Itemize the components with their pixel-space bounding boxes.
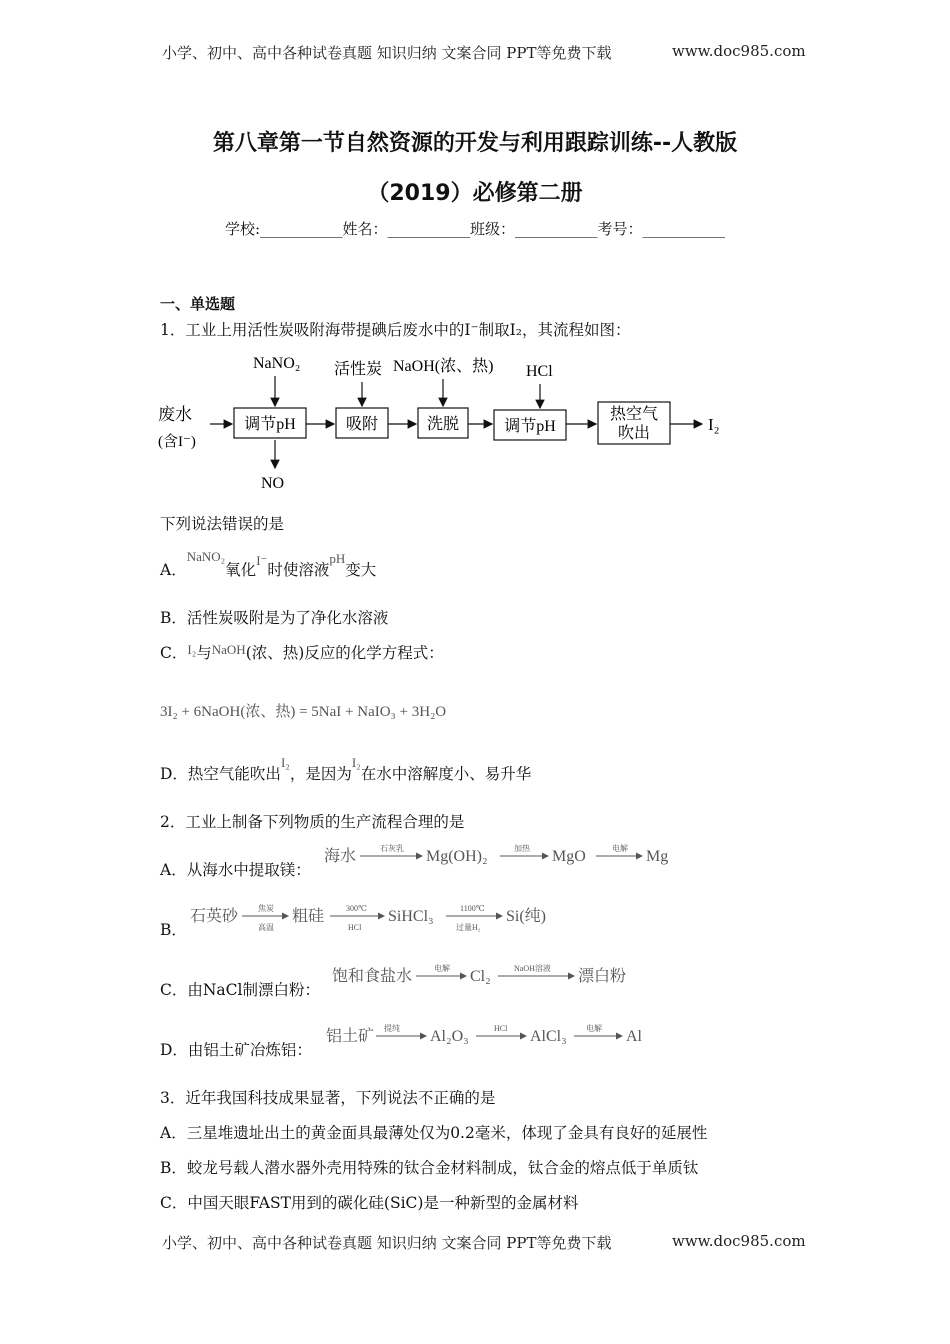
- svg-text:AlCl₃: AlCl₃: [530, 1028, 567, 1045]
- q2-stem: 2．工业上制备下列物质的生产流程合理的是: [160, 813, 465, 831]
- q1-equation: 3I₂ + 6NaOH(浓、热) = 5NaI + NaIO₃ + 3H₂O: [160, 704, 447, 720]
- q3-option-b[interactable]: B．蛟龙号载人潜水器外壳用特殊的钛合金材料制成，钛合金的熔点低于单质钛: [160, 1159, 699, 1177]
- svg-text:石英砂: 石英砂: [190, 908, 239, 925]
- flow-reagent-naoh: NaOH(浓、热): [393, 358, 494, 375]
- footer-url[interactable]: www.doc985.com: [672, 1232, 806, 1250]
- flow-reagent-carbon: 活性炭: [334, 361, 383, 378]
- svg-text:300℃: 300℃: [346, 904, 367, 913]
- svg-text:海水: 海水: [324, 848, 357, 865]
- svg-text:调节pH: 调节pH: [504, 418, 556, 435]
- q3-stem: 3．近年我国科技成果显著，下列说法不正确的是: [160, 1089, 496, 1107]
- svg-text:电解: 电解: [586, 1024, 602, 1033]
- svg-text:Al: Al: [626, 1028, 642, 1045]
- flow-input-label: 废水: [158, 405, 192, 424]
- svg-text:电解: 电解: [434, 964, 450, 973]
- svg-text:加热: 加热: [514, 844, 530, 853]
- svg-text:HCl: HCl: [348, 923, 362, 932]
- header-url[interactable]: www.doc985.com: [672, 42, 806, 60]
- svg-text:焦炭: 焦炭: [258, 904, 274, 913]
- q1-option-c[interactable]: C．$^{I_2}$与$^{NaOH}$(浓、热)反应的化学方程式：: [160, 642, 444, 662]
- q3-option-c[interactable]: C．中国天眼FAST用到的碳化硅(SiC)是一种新型的金属材料: [160, 1194, 579, 1212]
- flow-input-note: (含I⁻): [158, 434, 196, 450]
- q1-prompt: 下列说法错误的是: [160, 515, 285, 533]
- q2-option-a-chain: [322, 840, 682, 874]
- q2-option-a-label[interactable]: A．从海水中提取镁：: [160, 861, 311, 879]
- q1-stem: 1．工业上用活性炭吸附海带提碘后废水中的I⁻制取I₂，其流程如图：: [160, 321, 631, 339]
- student-info-line: 学校:___________姓名：___________班级：___________考号：___________: [224, 220, 726, 238]
- svg-text:SiHCl₃: SiHCl₃: [388, 908, 434, 925]
- svg-text:过量H₂: 过量H₂: [456, 923, 481, 932]
- footer-text: 小学、初中、高中各种试卷真题 知识归纳 文案合同 PPT等免费下载: [162, 1234, 612, 1252]
- page-title: 第八章第一节自然资源的开发与利用跟踪训练--人教版: [212, 131, 738, 156]
- q2-option-c-chain: [330, 960, 650, 994]
- flow-output-i2: I₂: [708, 415, 720, 434]
- svg-text:吹出: 吹出: [617, 425, 651, 442]
- svg-text:石灰乳: 石灰乳: [380, 844, 404, 853]
- flow-reagent-hcl: HCl: [526, 363, 553, 380]
- svg-text:高温: 高温: [258, 923, 274, 932]
- svg-text:提纯: 提纯: [384, 1024, 400, 1033]
- q1-option-d[interactable]: D．热空气能吹出$^{I_2}$，是因为$^{I_2}$在水中溶解度小、易升华: [160, 755, 532, 783]
- svg-text:1100℃: 1100℃: [460, 904, 485, 913]
- svg-text:漂白粉: 漂白粉: [578, 968, 627, 985]
- page-subtitle: （2019）必修第二册: [367, 181, 583, 206]
- svg-text:MgO: MgO: [552, 848, 586, 865]
- q2-option-b-label[interactable]: B．: [160, 921, 187, 939]
- q2-option-d-chain: [324, 1020, 664, 1054]
- svg-text:Mg: Mg: [646, 848, 669, 865]
- svg-text:Si(纯): Si(纯): [506, 908, 547, 925]
- q2-option-d-label[interactable]: D．由铝土矿冶炼铝：: [160, 1041, 312, 1059]
- svg-text:调节pH: 调节pH: [244, 416, 296, 433]
- svg-text:Al₂O₃: Al₂O₃: [430, 1028, 469, 1045]
- svg-text:热空气: 热空气: [609, 406, 659, 423]
- section-heading: 一、单选题: [160, 295, 236, 313]
- svg-text:吸附: 吸附: [345, 416, 379, 433]
- header-text: 小学、初中、高中各种试卷真题 知识归纳 文案合同 PPT等免费下载: [162, 44, 612, 62]
- svg-text:洗脱: 洗脱: [426, 416, 460, 433]
- q3-option-a[interactable]: A．三星堆遗址出土的黄金面具最薄处仅为0.2毫米，体现了金具有良好的延展性: [160, 1124, 708, 1142]
- svg-text:电解: 电解: [612, 844, 628, 853]
- svg-text:粗硅: 粗硅: [292, 908, 325, 925]
- svg-text:饱和食盐水: 饱和食盐水: [332, 968, 413, 985]
- flow-byproduct-no: NO: [261, 475, 285, 492]
- q1-option-a[interactable]: A．$^{NaNO_2}$氧化$^{I^-}$时使溶液$^{pH}$变大: [160, 549, 377, 579]
- q1-flow-diagram: [150, 346, 750, 496]
- q2-option-c-label[interactable]: C．由NaCl制漂白粉：: [160, 981, 320, 999]
- svg-text:HCl: HCl: [494, 1024, 508, 1033]
- q2-option-b-chain: [188, 900, 568, 936]
- svg-text:NaOH溶液: NaOH溶液: [514, 964, 551, 973]
- svg-text:Mg(OH)₂: Mg(OH)₂: [426, 848, 488, 865]
- q1-option-b[interactable]: B．活性炭吸附是为了净化水溶液: [160, 609, 389, 627]
- flow-reagent-nano2: NaNO₂: [253, 355, 301, 372]
- svg-text:Cl₂: Cl₂: [470, 968, 491, 985]
- svg-text:铝土矿: 铝土矿: [326, 1028, 375, 1045]
